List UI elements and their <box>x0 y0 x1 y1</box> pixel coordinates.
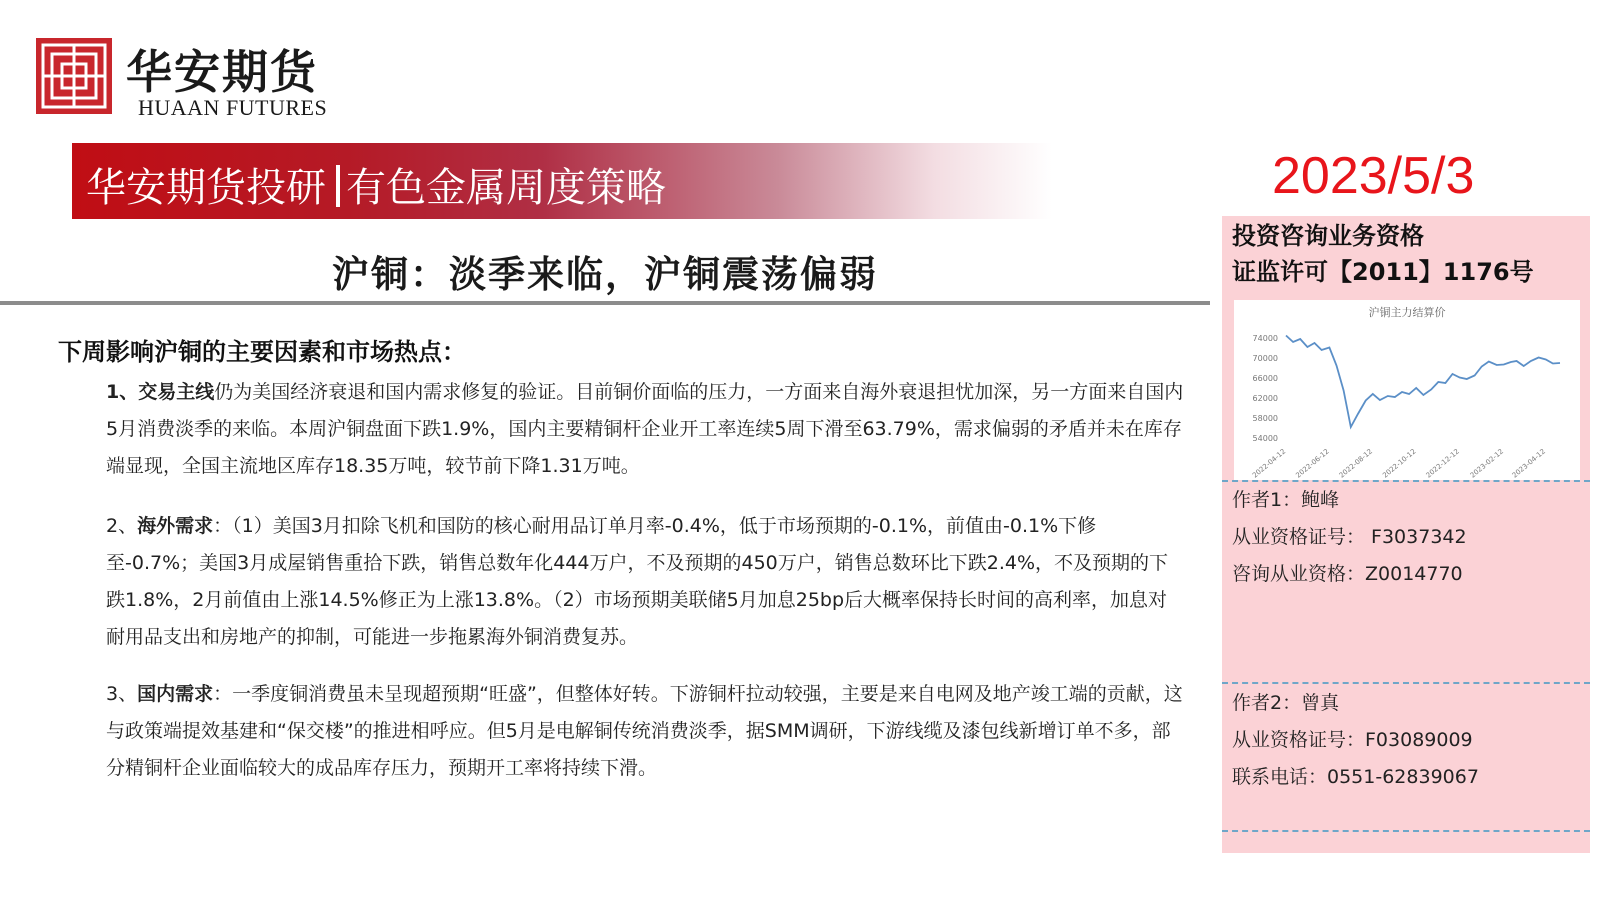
paragraph-3 <box>106 676 1186 787</box>
company-logo-icon <box>36 38 112 114</box>
chart-y-tick-label: 66000 <box>1252 374 1278 383</box>
chart-x-tick-label: 2022-04-12 <box>1250 447 1288 480</box>
author-2-block <box>1232 685 1479 796</box>
author-1-block <box>1232 482 1467 593</box>
chart-x-tick-label: 2022-10-12 <box>1381 447 1418 480</box>
author-1-name: 作者1：鲍峰 <box>1232 489 1340 511</box>
author-2-name: 作者2：曾真 <box>1232 692 1340 714</box>
banner-divider <box>336 165 340 207</box>
paragraph-label: 1、交易主线 <box>106 381 215 403</box>
chart-x-tick-label: 2022-08-12 <box>1337 447 1375 480</box>
chart-y-tick-label: 70000 <box>1252 354 1278 363</box>
qualification-line-1: 投资咨询业务资格 <box>1232 222 1424 250</box>
price-chart-svg <box>1234 300 1580 480</box>
paragraph-text: ：（1）美国3月扣除飞机和国防的核心耐用品订单月率-0.4%，低于市场预期的-0.1%，前值由-0.1%下修至-0.7%；美国3月成屋销售重拾下跌，销售总数年化444万户，不及预期的450万户，销售总数环比下跌2.4%，不及预期的下跌1.8%，2月前值由上涨14.5%修正为上涨13.8%。（2）市场预期美联储5月加息25bp后大概率保持长时间的高利率，加息对耐用品支出和房地产的抑制，可能进一步拖累海外铜消费复苏。 <box>106 515 1169 648</box>
paragraph-prefix: 3、 <box>106 683 138 705</box>
report-title: 沪铜：淡季来临，沪铜震荡偏弱 <box>332 253 878 296</box>
chart-y-tick-label: 62000 <box>1252 394 1278 403</box>
author-2-extra: 联系电话：0551-62839067 <box>1232 766 1479 788</box>
author-2-cert: 从业资格证号：F03089009 <box>1232 729 1473 751</box>
banner-left-label: 华安期货投研 <box>86 165 326 211</box>
info-sidebar <box>1222 216 1590 853</box>
chart-x-tick-label: 2023-02-12 <box>1468 447 1506 480</box>
banner-title <box>86 156 666 213</box>
paragraph-1 <box>106 374 1186 485</box>
report-date: 2023/5/3 <box>1272 147 1475 205</box>
chart-x-tick-label: 2022-12-12 <box>1424 447 1461 480</box>
qualification-line-2: 证监许可【2011】1176号 <box>1232 258 1534 286</box>
title-divider <box>0 301 1210 305</box>
chart-y-tick-label: 58000 <box>1252 414 1278 423</box>
section-heading: 下周影响沪铜的主要因素和市场热点： <box>58 338 466 366</box>
chart-series-line <box>1286 336 1560 428</box>
banner-right-label: 有色金属周度策略 <box>346 165 666 211</box>
chart-y-tick-label: 54000 <box>1252 434 1278 443</box>
divider-dashed <box>1222 830 1590 832</box>
report-banner <box>72 143 1052 219</box>
qualification-block <box>1232 218 1534 290</box>
chart-x-tick-label: 2022-06-12 <box>1294 447 1331 480</box>
chart-x-tick-label: 2023-04-12 <box>1510 447 1548 480</box>
paragraph-label: 海外需求 <box>137 515 214 537</box>
chart-y-tick-label: 74000 <box>1252 334 1278 343</box>
chart-title: 沪铜主力结算价 <box>1368 306 1446 319</box>
brand-name-en: HUAAN FUTURES <box>138 95 328 120</box>
divider-dashed <box>1222 682 1590 684</box>
paragraph-label: 国内需求 <box>137 683 214 705</box>
paragraph-prefix: 2、 <box>106 515 138 537</box>
paragraph-text: 仍为美国经济衰退和国内需求修复的验证。目前铜价面临的压力，一方面来自海外衰退担忧加深，另一方面来自国内5月消费淡季的来临。本周沪铜盘面下跌1.9%，国内主要精铜杆企业开工率连续5周下滑至63.79%，需求偏弱的矛盾并未在库存端显现，全国主流地区库存18.35万吨，较节前下降1.31万吨。 <box>106 381 1184 477</box>
paragraph-text: ：一季度铜消费虽未呈现超预期“旺盛”，但整体好转。下游铜杆拉动较强，主要是来自电网及地产竣工端的贡献，这与政策端提效基建和“保交楼”的推进相呼应。但5月是电解铜传统消费淡季，据SMM调研，下游线缆及漆包线新增订单不多，部分精铜杆企业面临较大的成品库存压力，预期开工率将持续下滑。 <box>106 683 1183 779</box>
author-1-cert: 从业资格证号： F3037342 <box>1232 526 1467 548</box>
author-1-extra: 咨询从业资格：Z0014770 <box>1232 563 1463 585</box>
paragraph-2 <box>106 508 1186 656</box>
price-chart <box>1234 300 1580 480</box>
brand-name-cn: 华安期货 <box>126 45 318 99</box>
